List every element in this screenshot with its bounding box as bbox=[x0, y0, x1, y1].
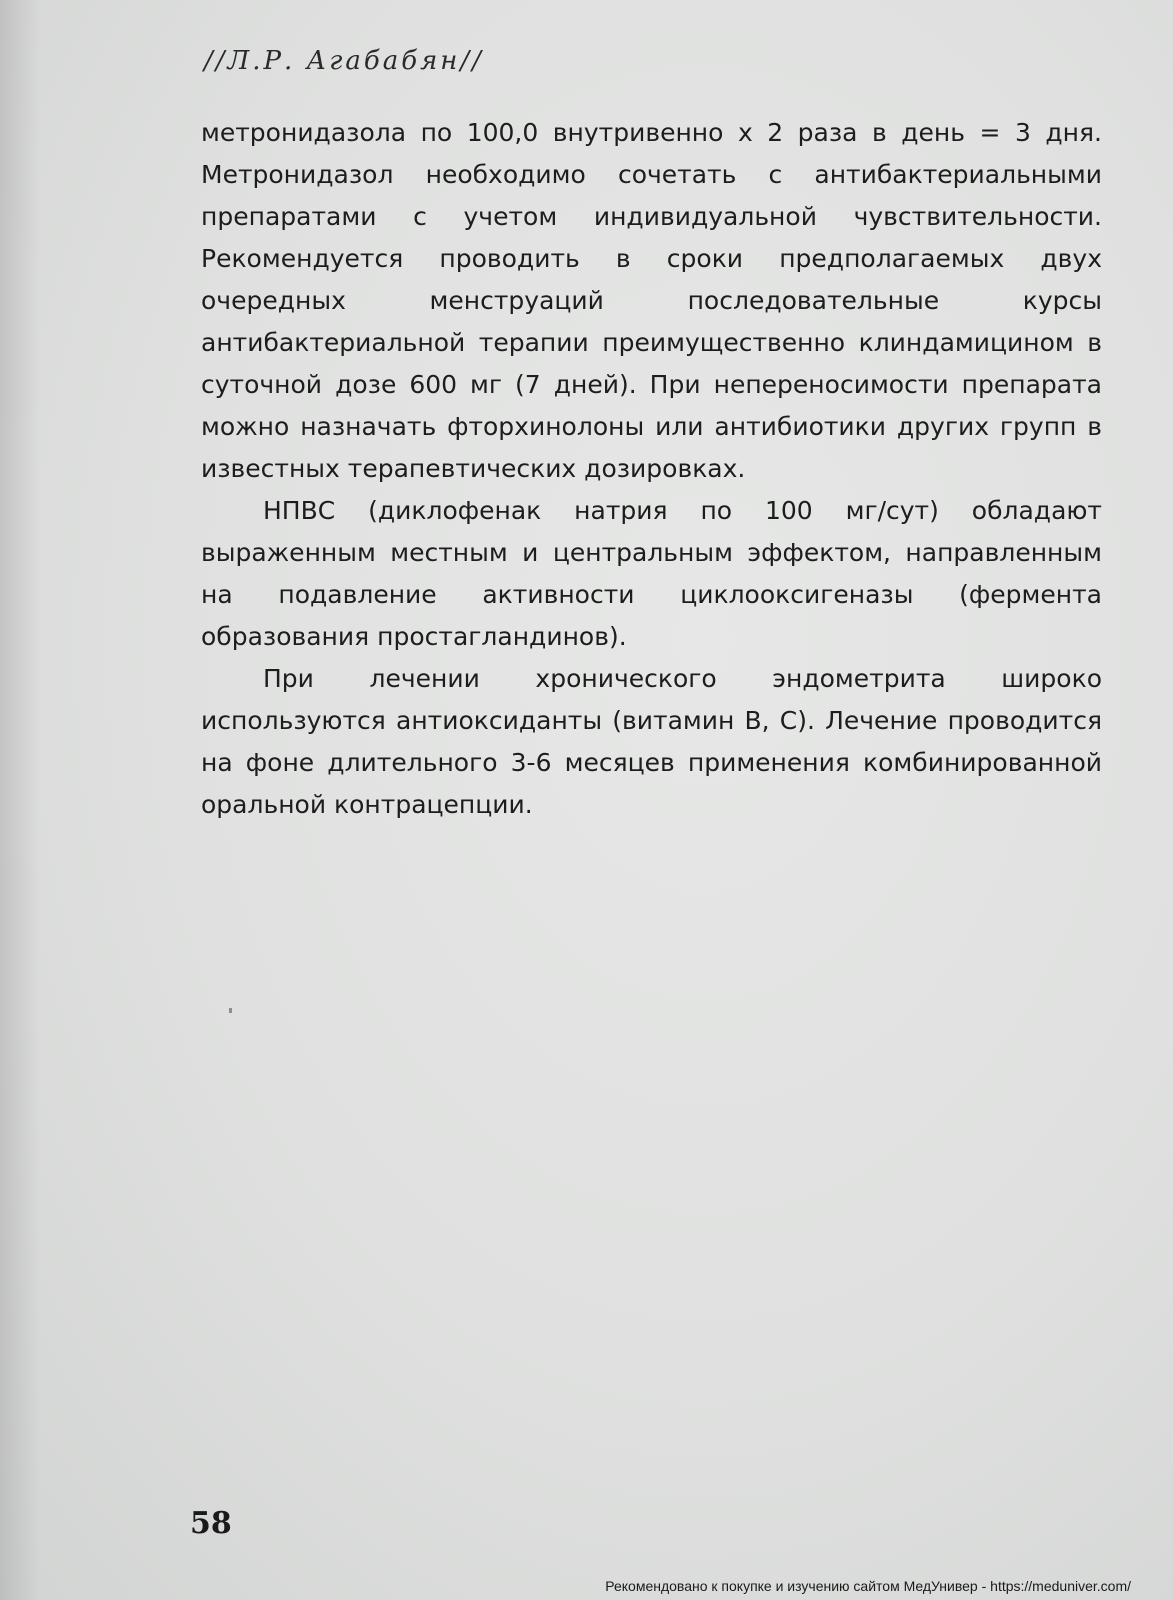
paragraph: НПВС (диклофенак натрия по 100 мг/сут) обладают выраженным местным и центральным эффектом, направленным на подавление активности циклооксигеназы (фермента образования простагландинов). bbox=[201, 496, 1102, 651]
body-text bbox=[201, 112, 1102, 826]
running-head: //Л.Р. Агабабян// bbox=[204, 46, 484, 76]
page-number: 58 bbox=[190, 1506, 232, 1541]
footer-watermark-note: Рекомендовано к покупке и изучению сайтом МедУнивер - https://meduniver.com/ bbox=[605, 1578, 1131, 1594]
scan-speck bbox=[229, 1008, 232, 1013]
paragraph: При лечении хронического эндометрита широко используются антиоксиданты (витамин В, С). Лечение проводится на фоне длительного 3-6 месяцев применения комбинированной оральной контрацепции. bbox=[201, 664, 1102, 819]
paragraph: метронидазола по 100,0 внутривенно х 2 раза в день = 3 дня. Метронидазол необходимо сочетать с антибактериальными препаратами с учетом индивидуальной чувствительности. Рекомендуется проводить в сроки предполагаемых двух очередных менструаций последовательные курсы антибактериальной терапии преимущественно клиндамицином в суточной дозе 600 мг (7 дней). При непереносимости препарата можно назначать фторхинолоны или антибиотики других групп в известных терапевтических дозировках. bbox=[201, 118, 1102, 483]
page-edge-shadow bbox=[0, 0, 40, 1600]
